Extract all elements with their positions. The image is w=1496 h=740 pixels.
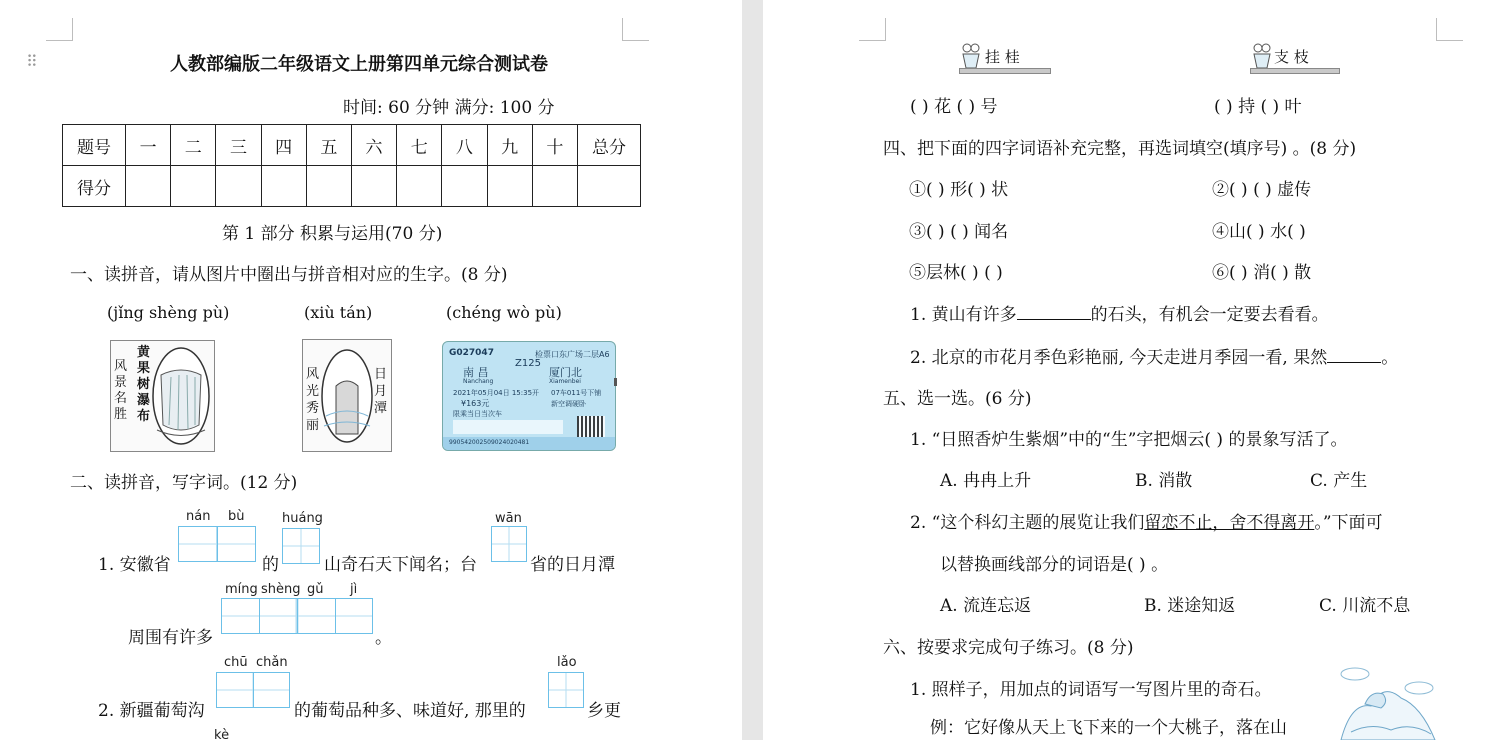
pinyin-label: huáng (282, 511, 323, 526)
pinyin-label: jì (350, 582, 358, 597)
score-cell[interactable] (216, 166, 261, 207)
choice-option[interactable]: B. 迷途知返 (1144, 596, 1236, 616)
ticket-code: G027047 (449, 348, 494, 358)
choice-option[interactable]: C. 产生 (1310, 471, 1368, 491)
table-cell: 题号 (63, 125, 126, 166)
table-cell: 八 (442, 125, 487, 166)
ticket-to: 厦门北 (549, 366, 582, 379)
table-cell: 十 (532, 125, 577, 166)
choice-option[interactable]: A. 流连忘返 (940, 596, 1032, 616)
sentence-text: 2. 新疆葡萄沟 (98, 701, 205, 721)
shelf-board (1250, 68, 1340, 74)
cell-divider (217, 527, 218, 561)
idiom-item: ⑤层林( ) ( ) (909, 263, 1003, 283)
sentence-part: 。 (1381, 348, 1399, 368)
ticket-from: 南 昌 (463, 366, 489, 379)
example-text: 例：它好像从天上飞下来的一个大桃子，落在山 (930, 718, 1287, 738)
picture-caption: 日月潭 (374, 367, 388, 416)
idiom-item: ②( ) ( ) 虚传 (1212, 180, 1312, 200)
table-cell: 三 (216, 125, 261, 166)
pinyin-group-1: (jǐng shèng pù) (107, 303, 230, 322)
cell-divider (335, 599, 336, 633)
sentence-part: 的石头，有机会一定要去看看。 (1090, 305, 1329, 325)
score-cell[interactable] (397, 166, 442, 207)
score-cell[interactable] (487, 166, 532, 207)
ticket-seat: 07车011号下铺 (551, 389, 602, 397)
fill-line: ( ) 花 ( ) 号 (910, 97, 998, 117)
table-cell: 六 (351, 125, 396, 166)
sentence-text: 山奇石天下闻名；台 (324, 555, 477, 575)
sentence-text: 乡更 (587, 701, 621, 721)
ticket-note: 限乘当日当次车 (453, 410, 502, 418)
cell-divider (297, 599, 298, 633)
writing-box[interactable] (548, 672, 584, 708)
document-page-right (763, 0, 1496, 740)
picture-caption: 黄果树瀑布 (137, 345, 151, 424)
lake-icon (320, 346, 374, 446)
question-4-heading: 四、把下面的四字词语补充完整，再选词填空(填序号) 。(8 分) (883, 139, 1357, 159)
ticket-serial: 990542002509024020481 (449, 439, 530, 446)
crop-mark (859, 18, 886, 41)
idiom-item: ④山( ) 水( ) (1212, 222, 1306, 242)
table-cell: 七 (397, 125, 442, 166)
waterfall-icon (151, 345, 211, 447)
writing-box[interactable] (491, 526, 527, 562)
train-ticket-picture[interactable] (442, 341, 616, 451)
question-text (910, 508, 1383, 533)
score-table-score-row (63, 166, 641, 207)
question-5-heading: 五、选一选。(6 分) (883, 389, 1032, 409)
score-cell[interactable] (578, 166, 641, 207)
document-page-left (0, 0, 742, 740)
choice-option[interactable]: B. 消散 (1135, 471, 1193, 491)
score-table-header-row (63, 125, 641, 166)
ticket-train: Z125 (515, 358, 541, 369)
ticket-gate: 检票口东广场二层A6 (535, 350, 610, 359)
picture-caption: 风光秀丽 (306, 367, 320, 433)
pinyin-label: wān (495, 511, 522, 526)
pinyin-label: chǎn (256, 655, 288, 670)
waterfall-picture[interactable] (110, 340, 215, 452)
ticket-date: 2021年05月04日 15:35开 (453, 389, 540, 397)
idiom-item: ③( ) ( ) 闻名 (909, 222, 1009, 242)
table-cell: 五 (306, 125, 351, 166)
table-cell: 九 (487, 125, 532, 166)
score-cell[interactable] (261, 166, 306, 207)
question-6-heading: 六、按要求完成句子练习。(8 分) (883, 638, 1134, 658)
pinyin-label: kè (214, 728, 230, 740)
pinyin-group-2: (xiù tán) (304, 303, 373, 322)
writing-box[interactable] (178, 526, 256, 562)
table-cell: 得分 (63, 166, 126, 207)
picture-caption: 风景名胜 (114, 359, 128, 422)
lake-picture[interactable] (302, 339, 392, 452)
pinyin-label: chū (224, 655, 248, 670)
idiom-item: ①( ) 形( ) 状 (909, 180, 1009, 200)
pinyin-group-3: (chéng wò pù) (446, 303, 562, 322)
question-text: 1. “日照香炉生紫烟”中的“生”字把烟云( ) 的景象写活了。 (910, 430, 1348, 450)
score-cell[interactable] (306, 166, 351, 207)
question-text: 1. 照样子，用加点的词语写一写图片里的奇石。 (910, 680, 1272, 700)
question-text: 以替换画线部分的词语是( ) 。 (940, 555, 1169, 575)
table-cell: 二 (171, 125, 216, 166)
score-cell[interactable] (171, 166, 216, 207)
pinyin-label: bù (228, 509, 245, 524)
choice-option[interactable]: A. 冉冉上升 (940, 471, 1032, 491)
sentence-text: 周围有许多 (128, 628, 213, 648)
shelf-board (959, 68, 1051, 74)
shelf-picture[interactable] (959, 42, 1051, 76)
sentence-part: 2. “这个科幻主题的展览让我们 (910, 513, 1145, 533)
crop-mark (622, 18, 649, 41)
sentence-text: 。 (375, 628, 392, 648)
shelf-label: 支 枝 (1274, 48, 1309, 66)
ticket-from-pinyin: Nanchang (463, 378, 494, 385)
sentence-text (910, 300, 1329, 325)
sentence-text: 的葡萄品种多、味道好, 那里的 (294, 701, 526, 721)
score-cell[interactable] (442, 166, 487, 207)
ticket-info-box (453, 420, 563, 434)
table-cell: 一 (126, 125, 171, 166)
rock-picture-icon (1331, 662, 1443, 740)
sentence-part: 1. 黄山有许多 (910, 305, 1017, 325)
idiom-item: ⑥( ) 消( ) 散 (1212, 263, 1312, 283)
pinyin-label: shèng (261, 582, 301, 597)
crop-mark (46, 18, 73, 41)
part-heading: 第 1 部分 积累与运用(70 分) (222, 224, 443, 244)
pinyin-label: míng (225, 582, 258, 597)
underlined-phrase: 留恋不止，舍不得离开 (1144, 513, 1315, 533)
shelf-label: 挂 桂 (985, 48, 1020, 66)
score-cell[interactable] (532, 166, 577, 207)
ticket-edge (614, 378, 617, 386)
answer-blank[interactable] (1017, 303, 1091, 320)
sentence-part: 。”下面可 (1314, 513, 1383, 533)
table-cell: 四 (261, 125, 306, 166)
crop-mark (1436, 18, 1463, 41)
writing-box[interactable] (216, 672, 290, 708)
writing-box[interactable] (282, 528, 320, 564)
question-2-heading: 二、读拼音，写字词。(12 分) (70, 473, 298, 493)
drag-handle-icon[interactable]: ⠿ (26, 52, 38, 71)
sentence-text: 1. 安徽省 (98, 555, 171, 575)
pinyin-label: gǔ (307, 582, 324, 597)
score-table (62, 124, 641, 207)
cell-divider (253, 673, 254, 707)
choice-option[interactable]: C. 川流不息 (1319, 596, 1411, 616)
score-cell[interactable] (126, 166, 171, 207)
sentence-text: 省的日月潭 (530, 555, 615, 575)
answer-blank[interactable] (1327, 346, 1381, 363)
fill-line: ( ) 持 ( ) 叶 (1214, 97, 1302, 117)
exam-meta: 时间: 60 分钟 满分: 100 分 (343, 98, 555, 118)
ticket-price: ¥163元 (461, 399, 490, 408)
sentence-text: 的 (262, 555, 279, 575)
table-cell: 总分 (578, 125, 641, 166)
pinyin-label: lǎo (557, 655, 577, 670)
ticket-type: 新空调硬卧 (551, 400, 586, 408)
cell-divider (259, 599, 260, 633)
ticket-to-pinyin: Xiamenbei (549, 378, 581, 385)
sentence-part: 2. 北京的市花月季色彩艳丽, 今天走进月季园一看, 果然 (910, 348, 1328, 368)
sentence-text (910, 343, 1398, 368)
question-1-heading: 一、读拼音，请从图片中圈出与拼音相对应的生字。(8 分) (70, 265, 508, 285)
writing-box[interactable] (221, 598, 373, 634)
shelf-picture[interactable] (1250, 42, 1340, 76)
pinyin-label: nán (186, 509, 211, 524)
score-cell[interactable] (351, 166, 396, 207)
document-title: 人教部编版二年级语文上册第四单元综合测试卷 (170, 54, 548, 75)
